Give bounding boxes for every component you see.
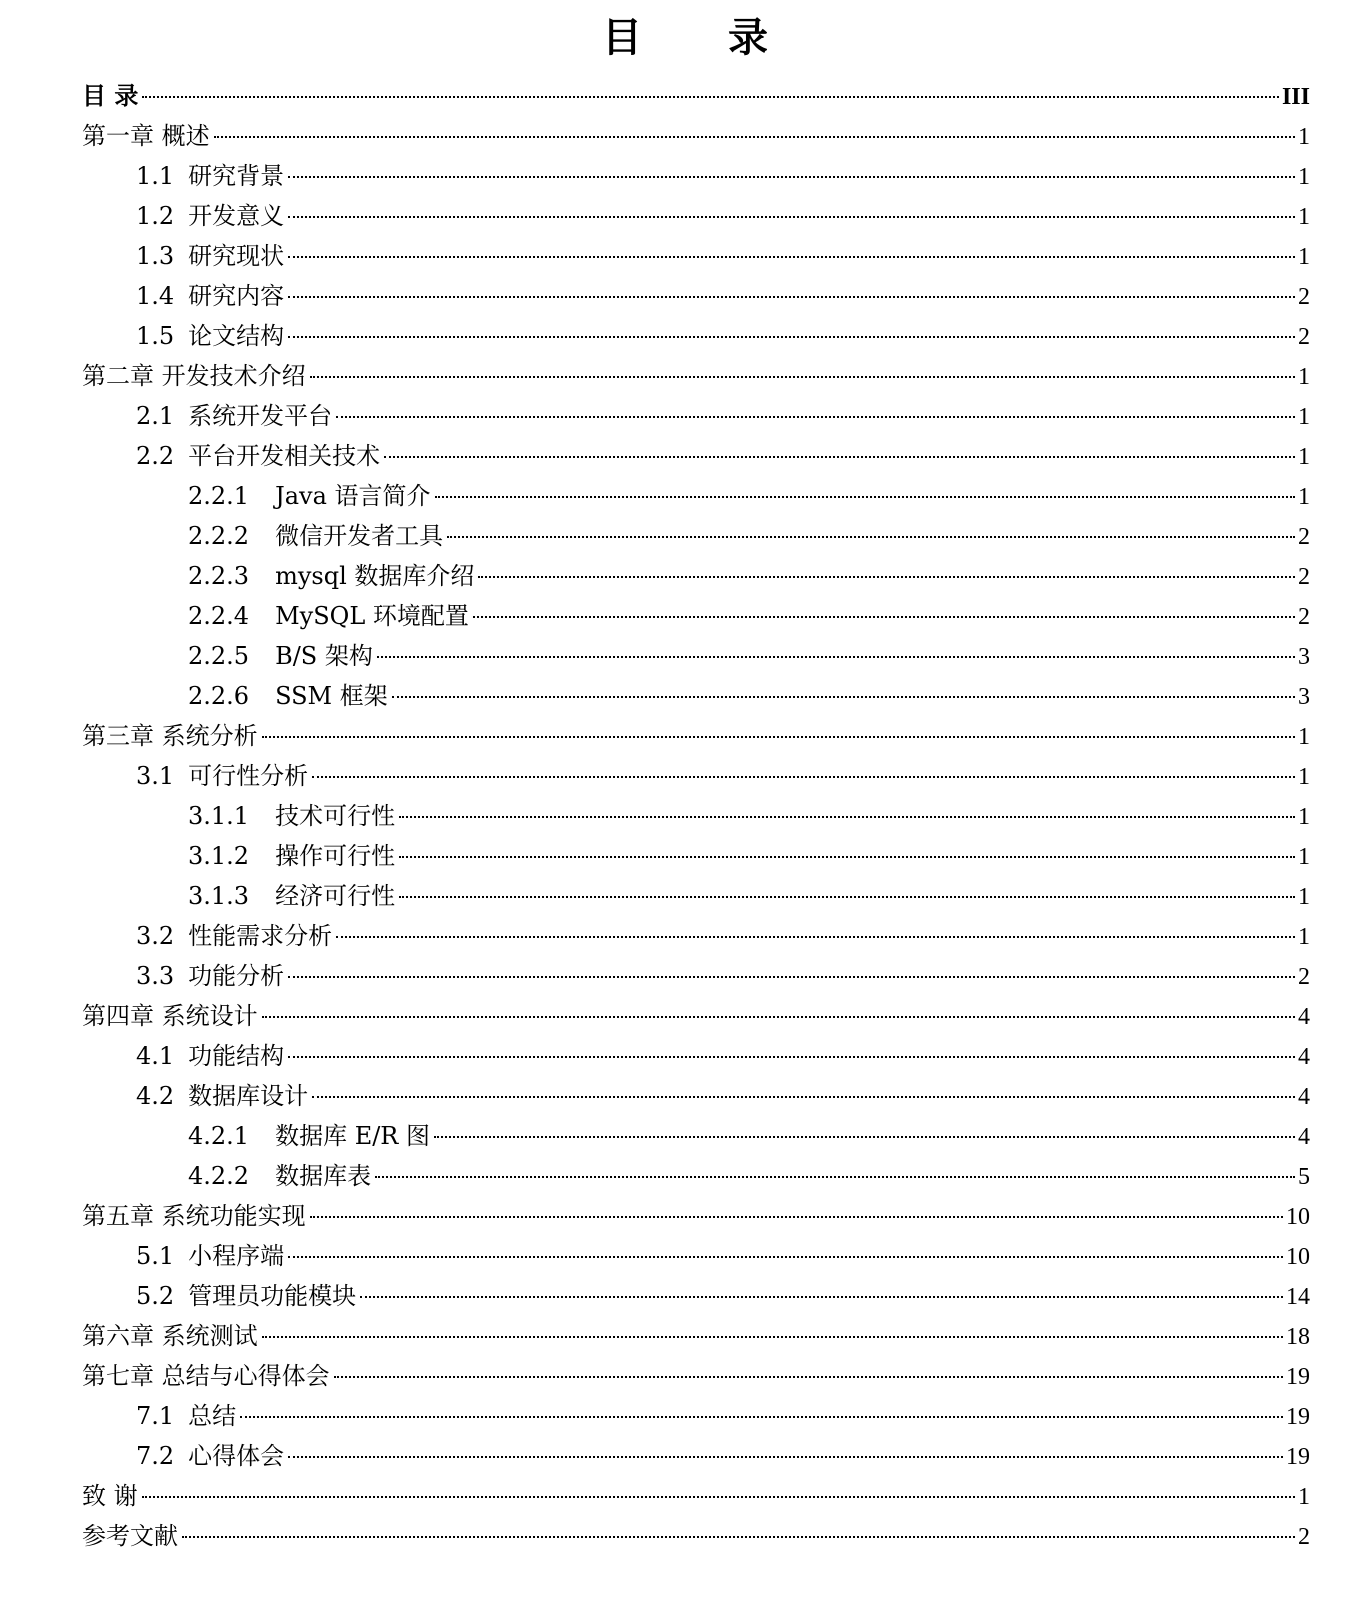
- toc-entry-page-number: 2: [1298, 564, 1310, 590]
- toc-entry[interactable]: [82, 956, 1310, 996]
- toc-entry-page-number: 4: [1298, 1124, 1310, 1150]
- toc-entry[interactable]: [82, 116, 1310, 156]
- toc-entry[interactable]: [82, 916, 1310, 956]
- toc-entry[interactable]: [82, 156, 1310, 196]
- toc-entry-page-number: 18: [1286, 1324, 1310, 1350]
- toc-entry-number: 4.2.2: [188, 1162, 250, 1190]
- toc-entry-page-number: III: [1281, 84, 1310, 110]
- toc-entry-label: 管理员功能模块: [188, 1282, 357, 1310]
- dot-leader: [288, 336, 1295, 338]
- toc-entry-page-number: 2: [1298, 964, 1310, 990]
- toc-entry-page-number: 3: [1298, 644, 1310, 670]
- toc-entry-label: 第一章 概述: [82, 122, 210, 150]
- toc-entry[interactable]: [82, 556, 1310, 596]
- toc-entry-label: 研究现状: [188, 242, 285, 270]
- dot-leader: [288, 176, 1295, 178]
- dot-leader: [142, 1496, 1295, 1498]
- toc-entry[interactable]: [82, 1316, 1310, 1356]
- toc-entry-page-number: 2: [1298, 604, 1310, 630]
- toc-entry-number: 1.1: [136, 162, 175, 190]
- toc-entry[interactable]: [82, 1156, 1310, 1196]
- toc-entry-page-number: 4: [1298, 1084, 1310, 1110]
- toc-entry-page-number: 19: [1286, 1444, 1310, 1470]
- toc-entry-number: 2.2.2: [188, 522, 250, 550]
- toc-entry-number: 2.2: [136, 442, 175, 470]
- toc-entry-number: 7.1: [136, 1402, 175, 1430]
- toc-entry-label: 第七章 总结与心得体会: [82, 1362, 330, 1390]
- toc-entry[interactable]: [82, 396, 1310, 436]
- toc-entry-page-number: 1: [1298, 444, 1310, 470]
- toc-entry-label: 研究背景: [188, 162, 285, 190]
- dot-leader: [214, 136, 1295, 138]
- toc-entry-label: 研究内容: [188, 282, 285, 310]
- toc-entry-label: 数据库设计: [188, 1082, 309, 1110]
- toc-entry[interactable]: [82, 756, 1310, 796]
- toc-entry-label: 功能分析: [188, 962, 285, 990]
- toc-entry[interactable]: [82, 276, 1310, 316]
- toc-entry-label: 操作可行性: [275, 842, 396, 870]
- toc-entry-number: 4.2.1: [188, 1122, 250, 1150]
- toc-entry-number: 1.3: [136, 242, 175, 270]
- toc-entry-page-number: 4: [1298, 1004, 1310, 1030]
- toc-entry[interactable]: [82, 316, 1310, 356]
- toc-entry-page-number: 2: [1298, 1524, 1310, 1550]
- toc-entry-number: 3.1.1: [188, 802, 250, 830]
- toc-entry-page-number: 1: [1298, 204, 1310, 230]
- dot-leader: [312, 776, 1295, 778]
- toc-entry[interactable]: [82, 676, 1310, 716]
- toc-entry-page-number: 1: [1298, 884, 1310, 910]
- dot-leader: [288, 1256, 1283, 1258]
- toc-entry-page-number: 1: [1298, 764, 1310, 790]
- toc-entry[interactable]: [82, 996, 1310, 1036]
- toc-entry[interactable]: [82, 1036, 1310, 1076]
- toc-entry[interactable]: [82, 596, 1310, 636]
- dot-leader: [288, 1056, 1295, 1058]
- toc-entry-label: mysql 数据库介绍: [275, 562, 475, 590]
- dot-leader: [473, 616, 1295, 618]
- toc-entry-page-number: 2: [1298, 324, 1310, 350]
- toc-entry[interactable]: [82, 356, 1310, 396]
- toc-entry-page-number: 1: [1298, 1484, 1310, 1510]
- dot-leader: [334, 1376, 1283, 1378]
- toc-entry-page-number: 19: [1286, 1404, 1310, 1430]
- dot-leader: [360, 1296, 1283, 1298]
- toc-entry[interactable]: [82, 516, 1310, 556]
- toc-entry-label: 技术可行性: [275, 802, 396, 830]
- toc-entry-page-number: 10: [1286, 1244, 1310, 1270]
- dot-leader: [312, 1096, 1295, 1098]
- dot-leader: [392, 696, 1295, 698]
- toc-entry-label: 论文结构: [188, 322, 285, 350]
- toc-entry-page-number: 1: [1298, 924, 1310, 950]
- toc-entry-page-number: 1: [1298, 484, 1310, 510]
- dot-leader: [288, 216, 1295, 218]
- toc-entry[interactable]: [82, 716, 1310, 756]
- toc-entry-number: 2.2.3: [188, 562, 250, 590]
- toc-entry[interactable]: [82, 1236, 1310, 1276]
- dot-leader: [336, 936, 1295, 938]
- dot-leader: [240, 1416, 1283, 1418]
- toc-entry-number: 3.1: [136, 762, 175, 790]
- toc-entry-label: MySQL 环境配置: [275, 602, 469, 630]
- dot-leader: [375, 1176, 1295, 1178]
- toc-entry-page-number: 1: [1298, 804, 1310, 830]
- toc-entry-label: 经济可行性: [275, 882, 396, 910]
- toc-entry-label: 开发意义: [188, 202, 285, 230]
- dot-leader: [142, 96, 1279, 98]
- toc-entry[interactable]: [82, 196, 1310, 236]
- toc-entry-label: 功能结构: [188, 1042, 285, 1070]
- toc-entry[interactable]: [82, 1356, 1310, 1396]
- toc-entry-page-number: 1: [1298, 404, 1310, 430]
- toc-entry-number: 3.1.2: [188, 842, 250, 870]
- toc-entry[interactable]: [82, 1276, 1310, 1316]
- toc-entry[interactable]: [82, 1196, 1310, 1236]
- toc-entry-label: 平台开发相关技术: [188, 442, 381, 470]
- toc-entry-label: 数据库 E/R 图: [275, 1122, 431, 1150]
- dot-leader: [262, 736, 1295, 738]
- toc-entry-label: 第三章 系统分析: [82, 722, 258, 750]
- toc-entry-number: 4.1: [136, 1042, 175, 1070]
- toc-entry-label: 性能需求分析: [188, 922, 333, 950]
- toc-entry-page-number: 19: [1286, 1364, 1310, 1390]
- dot-leader: [288, 296, 1295, 298]
- toc-entry-number: 1.5: [136, 322, 175, 350]
- dot-leader: [399, 816, 1295, 818]
- toc-entry-number: 2.2.1: [188, 482, 250, 510]
- toc-entry-page-number: 2: [1298, 284, 1310, 310]
- toc-entry[interactable]: [82, 876, 1310, 916]
- toc-entry[interactable]: [82, 1076, 1310, 1116]
- toc-entry-page-number: 3: [1298, 684, 1310, 710]
- toc-entry-number: 2.2.4: [188, 602, 250, 630]
- toc-entry-label: 第六章 系统测试: [82, 1322, 258, 1350]
- toc-entry[interactable]: [82, 1396, 1310, 1436]
- toc-entry-page-number: 4: [1298, 1044, 1310, 1070]
- toc-entry-number: 1.4: [136, 282, 175, 310]
- dot-leader: [478, 576, 1295, 578]
- toc-entry-page-number: 1: [1298, 164, 1310, 190]
- toc-entry-page-number: 2: [1298, 524, 1310, 550]
- toc-entry-label: 可行性分析: [188, 762, 309, 790]
- toc-list: [82, 76, 1310, 1556]
- toc-entry-number: 1.2: [136, 202, 175, 230]
- toc-entry-label: 微信开发者工具: [275, 522, 444, 550]
- dot-leader: [434, 1136, 1295, 1138]
- toc-entry-number: 3.2: [136, 922, 175, 950]
- toc-entry-label: 第四章 系统设计: [82, 1002, 258, 1030]
- toc-entry-label: 总结: [188, 1402, 237, 1430]
- toc-entry-page-number: 1: [1298, 244, 1310, 270]
- toc-entry-number: 4.2: [136, 1082, 175, 1110]
- toc-entry-number: 3.3: [136, 962, 175, 990]
- dot-leader: [447, 536, 1295, 538]
- toc-entry-number: 5.1: [136, 1242, 175, 1270]
- dot-leader: [262, 1336, 1283, 1338]
- toc-entry-number: 2.2.6: [188, 682, 250, 710]
- toc-entry[interactable]: [82, 1116, 1310, 1156]
- toc-entry-label: Java 语言简介: [275, 482, 431, 510]
- dot-leader: [435, 496, 1295, 498]
- toc-entry-number: 2.2.5: [188, 642, 250, 670]
- toc-entry[interactable]: [82, 636, 1310, 676]
- toc-entry-label: 致 谢: [82, 1482, 138, 1510]
- dot-leader: [288, 256, 1295, 258]
- toc-entry-label: 第五章 系统功能实现: [82, 1202, 306, 1230]
- dot-leader: [288, 1456, 1283, 1458]
- toc-entry[interactable]: [82, 1516, 1310, 1556]
- page-title: 目 录: [602, 15, 804, 61]
- toc-entry-page-number: 5: [1298, 1164, 1310, 1190]
- toc-entry-label: 数据库表: [275, 1162, 372, 1190]
- toc-entry-label: SSM 框架: [275, 682, 388, 710]
- dot-leader: [384, 456, 1295, 458]
- dot-leader: [377, 656, 1295, 658]
- dot-leader: [310, 1216, 1283, 1218]
- toc-entry-label: 心得体会: [188, 1442, 285, 1470]
- dot-leader: [310, 376, 1295, 378]
- toc-entry-page-number: 1: [1298, 844, 1310, 870]
- toc-entry-page-number: 10: [1286, 1204, 1310, 1230]
- dot-leader: [262, 1016, 1295, 1018]
- toc-entry[interactable]: [82, 796, 1310, 836]
- toc-entry-label: 小程序端: [188, 1242, 285, 1270]
- toc-entry[interactable]: [82, 236, 1310, 276]
- dot-leader: [399, 856, 1295, 858]
- toc-entry-label: 系统开发平台: [188, 402, 333, 430]
- toc-entry-number: 2.1: [136, 402, 175, 430]
- toc-entry-page-number: 14: [1286, 1284, 1310, 1310]
- toc-entry-number: 7.2: [136, 1442, 175, 1470]
- toc-entry-page-number: 1: [1298, 364, 1310, 390]
- toc-entry[interactable]: [82, 1436, 1310, 1476]
- toc-entry[interactable]: [82, 436, 1310, 476]
- toc-entry[interactable]: [82, 76, 1310, 116]
- toc-entry-label: 目 录: [82, 81, 139, 110]
- toc-entry[interactable]: [82, 476, 1310, 516]
- dot-leader: [182, 1536, 1295, 1538]
- toc-entry-page-number: 1: [1298, 124, 1310, 150]
- toc-entry-label: 参考文献: [82, 1522, 178, 1550]
- toc-entry[interactable]: [82, 836, 1310, 876]
- toc-entry[interactable]: [82, 1476, 1310, 1516]
- toc-entry-label: 第二章 开发技术介绍: [82, 362, 306, 390]
- toc-entry-number: 3.1.3: [188, 882, 250, 910]
- toc-entry-page-number: 1: [1298, 724, 1310, 750]
- dot-leader: [399, 896, 1295, 898]
- dot-leader: [336, 416, 1295, 418]
- toc-entry-number: 5.2: [136, 1282, 175, 1310]
- toc-entry-label: B/S 架构: [275, 642, 373, 670]
- dot-leader: [288, 976, 1295, 978]
